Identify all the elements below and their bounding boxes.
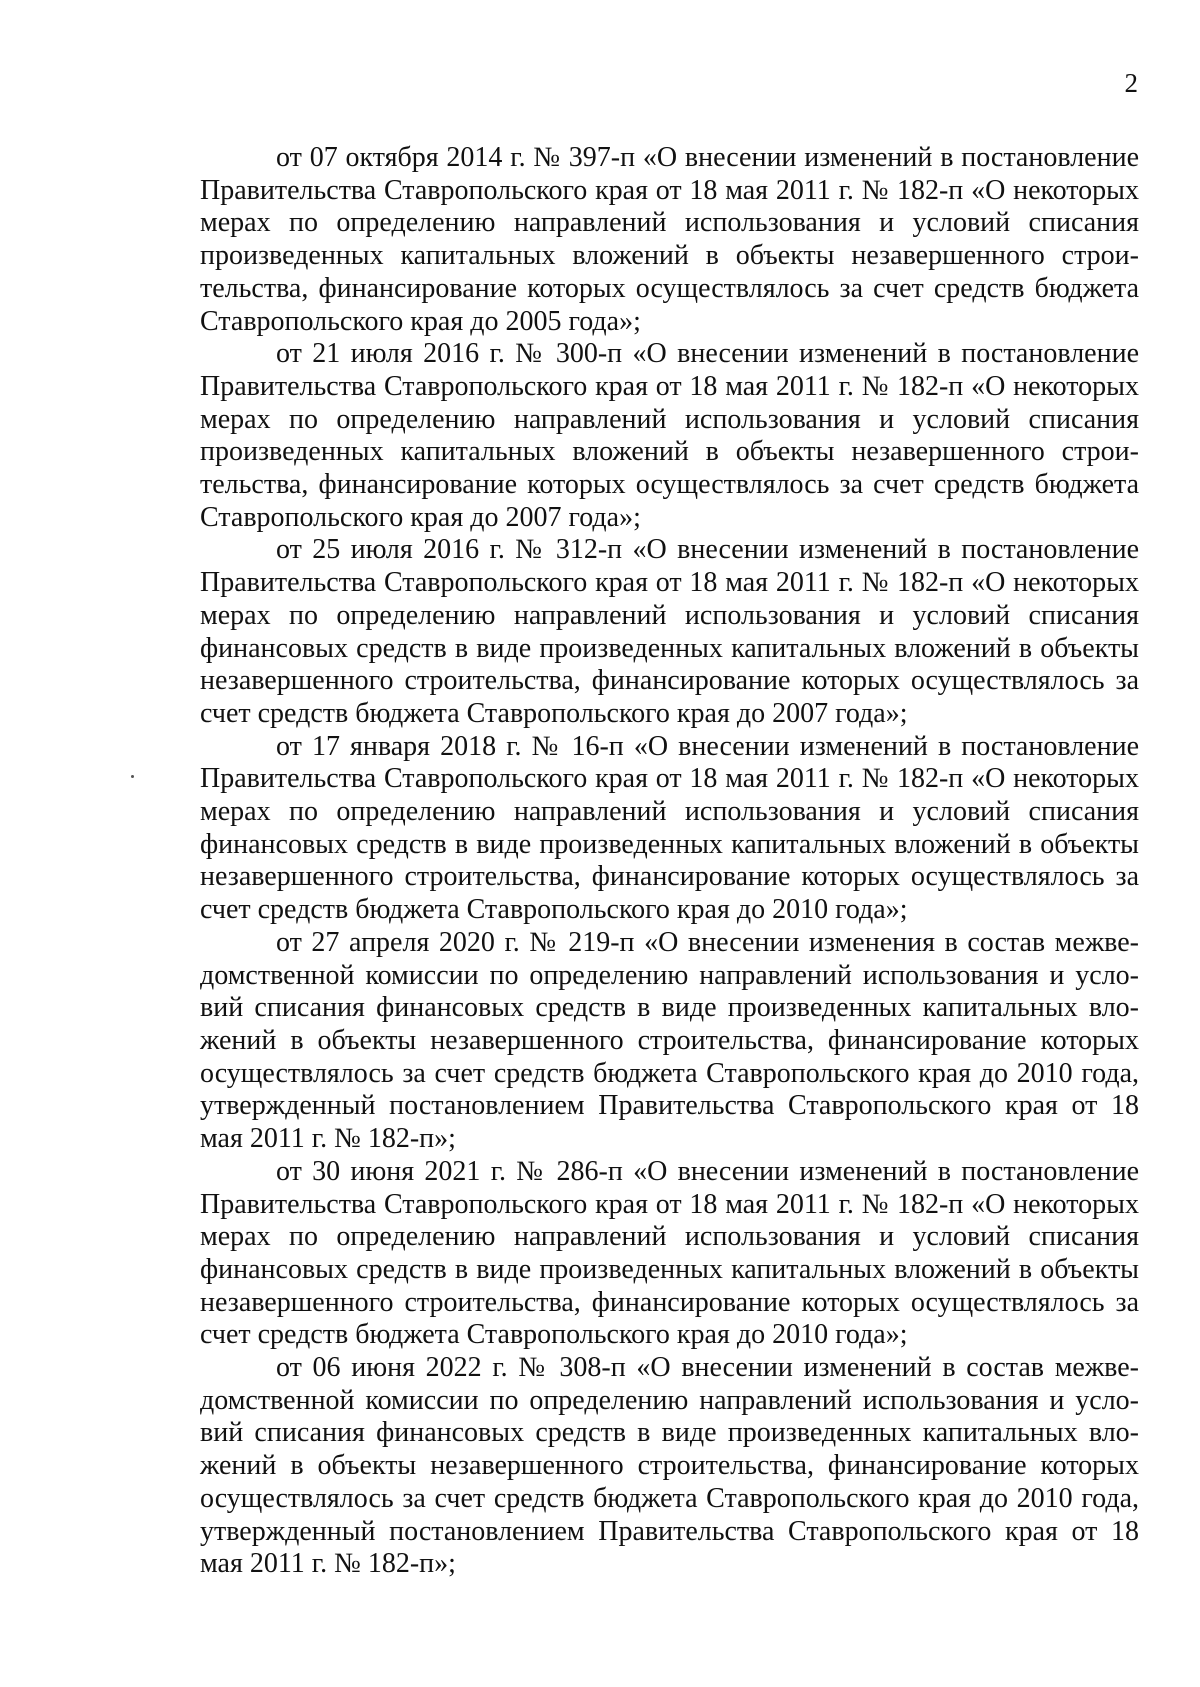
paragraph-resolution-286: от 30 июня 2021 г. № 286-п «О внесении изменений в постановление Правительства Ставропольского края от 18 мая 2011 г. № 182-п «О некоторых мерах по определению направлений использования и условий списания финансовых средств в виде произведенных капитальных вложений в объекты незавершенного строительства, финансирование которых осуществлялось за счет средств бюджета Ставропольского края до 2010 года»;	[200, 1155, 1139, 1351]
scan-speck	[131, 775, 134, 778]
paragraph-resolution-300: от 21 июля 2016 г. № 300-п «О внесении изменений в постановление Правительства Ставропольского края от 18 мая 2011 г. № 182-п «О некоторых мерах по определению направлений использования и условий списания произведенных капитальных вложений в объекты незавершенного строительства, финансирование которых осуществлялось за счет средств бюджета Ставропольского края до 2007 года»;	[200, 338, 1139, 533]
page-number: 2	[1124, 68, 1138, 98]
document-body	[200, 142, 1139, 1581]
paragraph-resolution-312: от 25 июля 2016 г. № 312-п «О внесении изменений в постановление Правительства Ставропольского края от 18 мая 2011 г. № 182-п «О некоторых мерах по определению направлений использования и условий списания финансовых средств в виде произведенных капитальных вложений в объекты незавершенного строительства, финансирование которых осуществлялось за счет средств бюджета Ставропольского края до 2007 года»;	[200, 534, 1139, 729]
paragraph-resolution-397: от 07 октября 2014 г. № 397-п «О внесении изменений в постановление Правительства Ставропольского края от 18 мая 2011 г. № 182-п «О некоторых мерах по определению направлений использования и условий списания произведенных капитальных вложений в объекты незавершенного строительства, финансирование которых осуществлялось за счет средств бюджета Ставропольского края до 2005 года»;	[200, 142, 1139, 337]
paragraph-resolution-16: от 17 января 2018 г. № 16-п «О внесении изменений в постановление Правительства Ставропольского края от 18 мая 2011 г. № 182-п «О некоторых мерах по определению направлений использования и условий списания финансовых средств в виде произведенных капитальных вложений в объекты незавершенного строительства, финансирование которых осуществлялось за счет средств бюджета Ставропольского края до 2010 года»;	[200, 730, 1139, 926]
paragraph-resolution-219: от 27 апреля 2020 г. № 219-п «О внесении изменения в состав межведомственной комиссии по определению направлений использования и условий списания финансовых средств в виде произведенных капитальных вложений в объекты незавершенного строительства, финансирование которых осуществлялось за счет средств бюджета Ставропольского края до 2010 года, утвержденный постановлением Правительства Ставропольского края от 18 мая 2011 г. № 182-п»;	[200, 926, 1139, 1155]
paragraph-resolution-308: от 06 июня 2022 г. № 308-п «О внесении изменений в состав межведомственной комиссии по определению направлений использования и условий списания финансовых средств в виде произведенных капитальных вложений в объекты незавершенного строительства, финансирование которых осуществлялось за счет средств бюджета Ставропольского края до 2010 года, утвержденный постановлением Правительства Ставропольского края от 18 мая 2011 г. № 182-п»;	[200, 1352, 1139, 1580]
